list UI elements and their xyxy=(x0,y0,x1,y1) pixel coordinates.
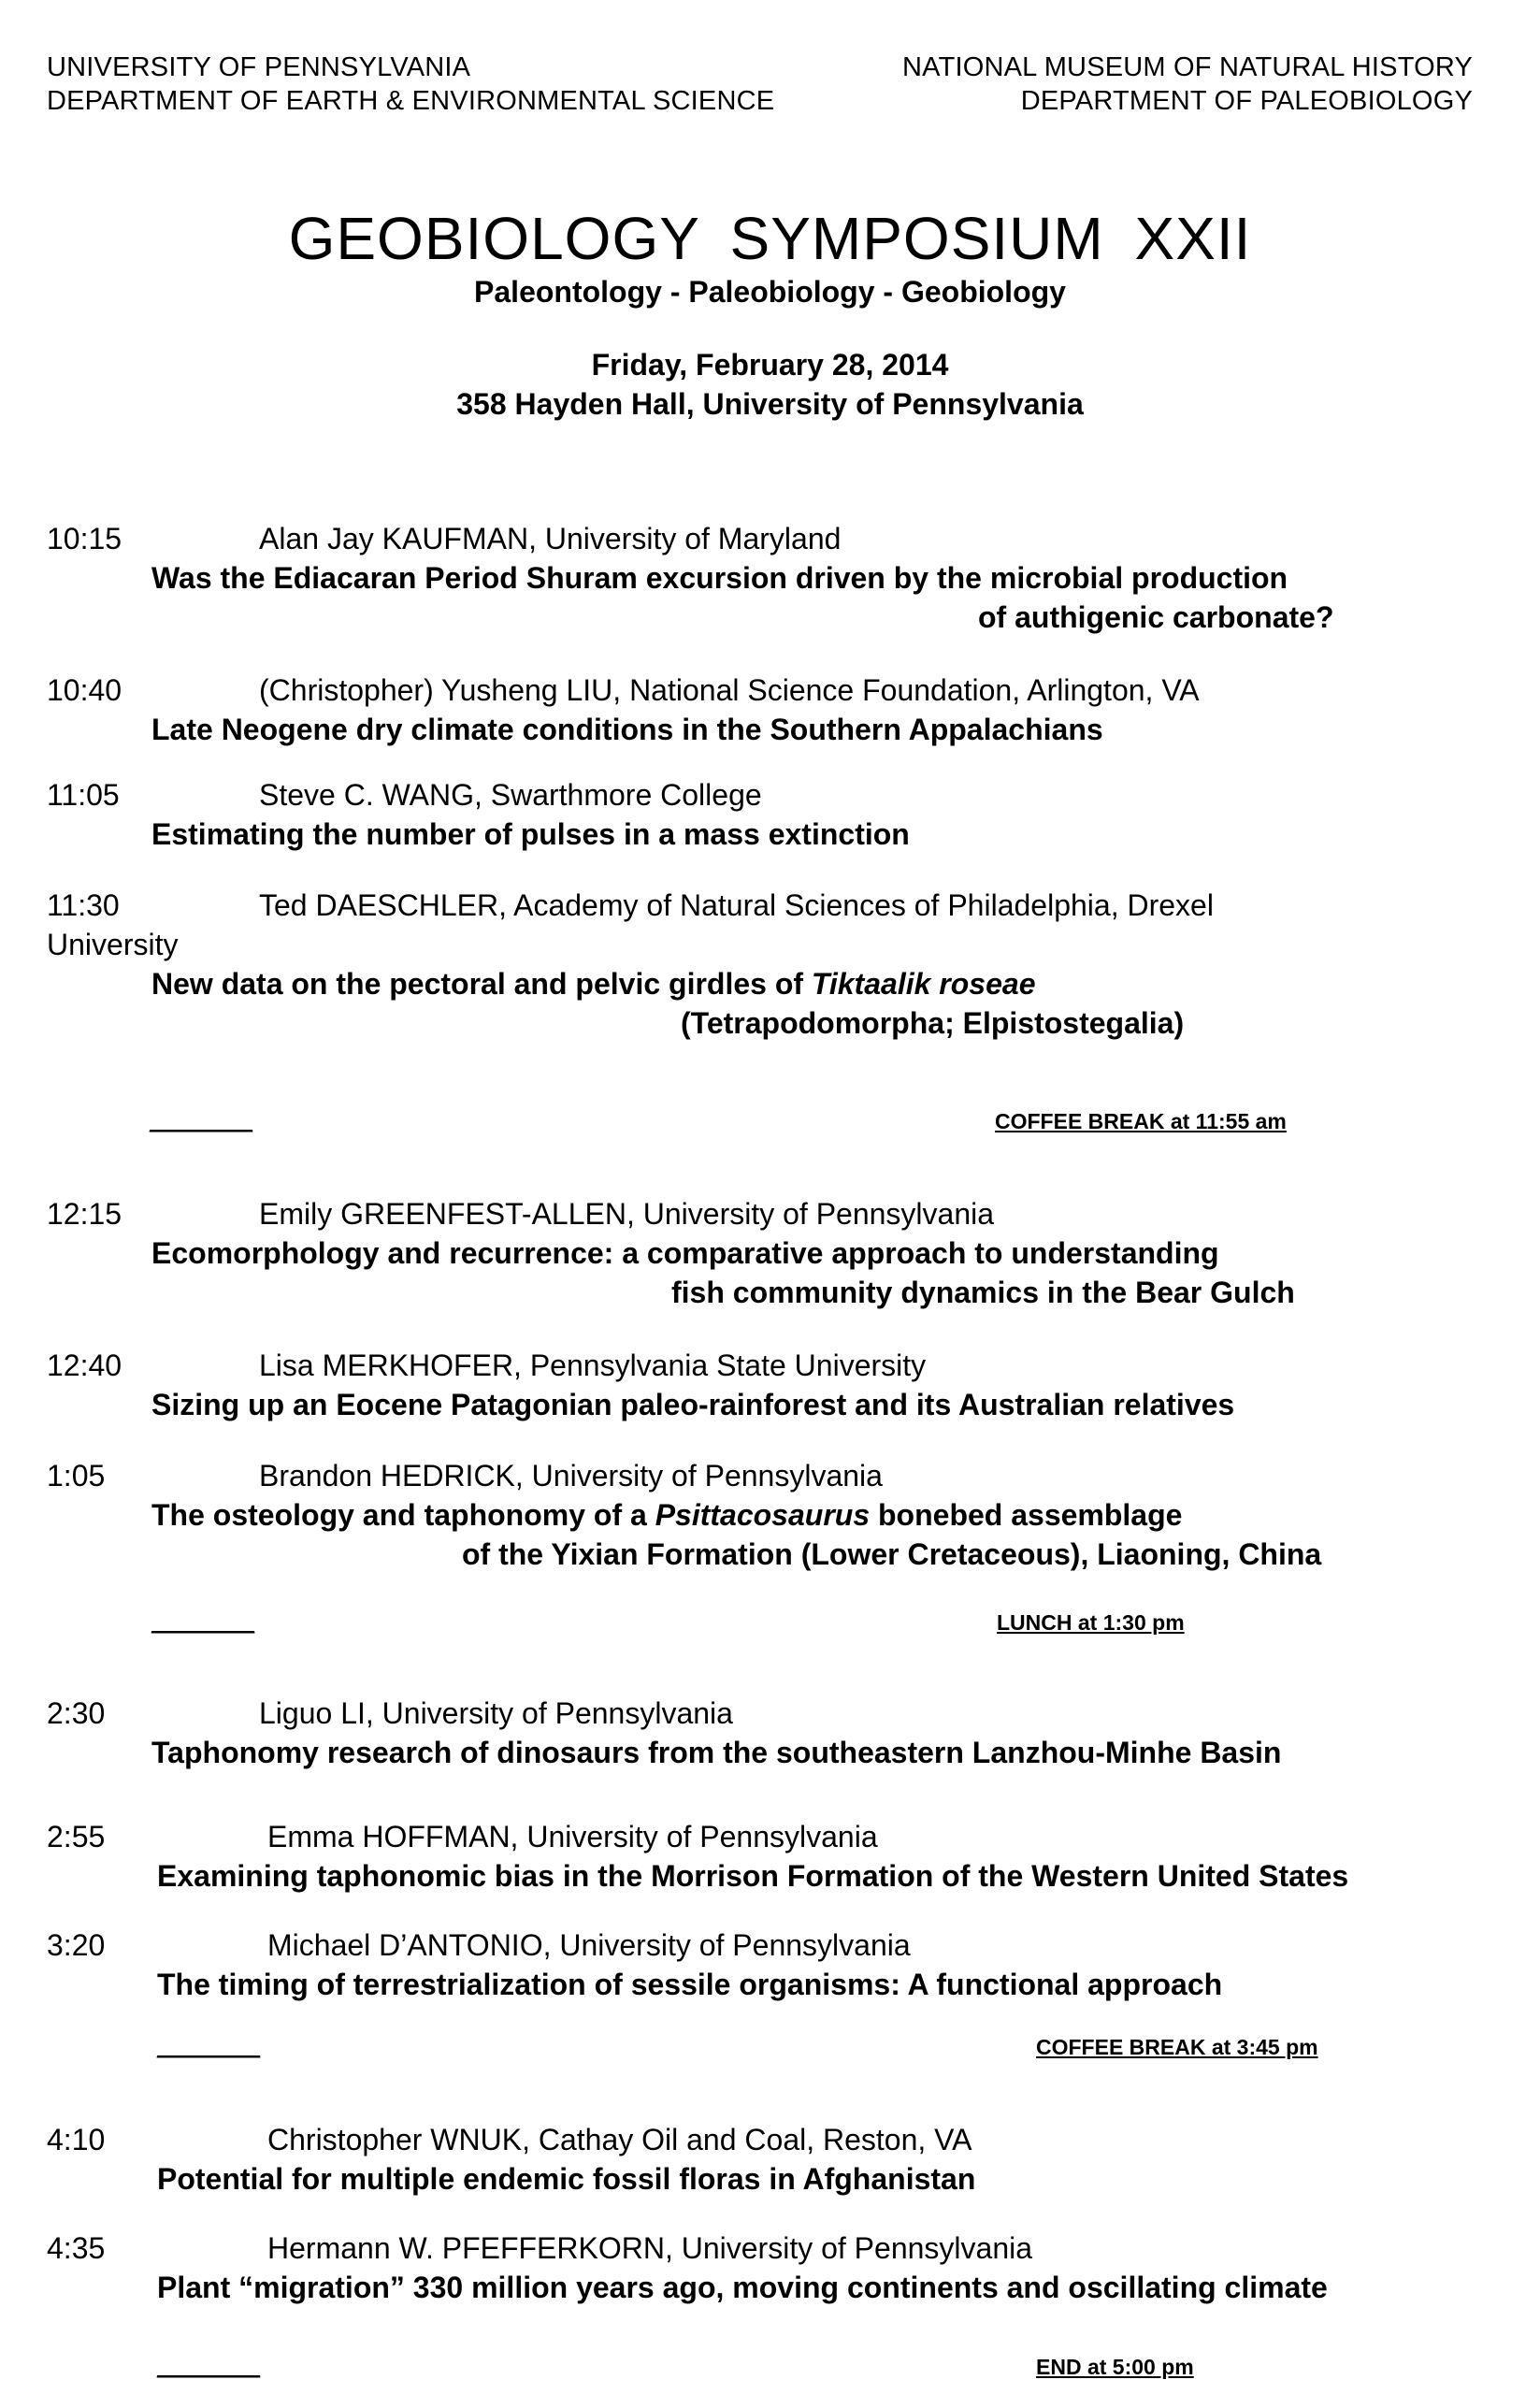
break-rule: _________ xyxy=(151,1610,255,1634)
talk-title xyxy=(151,1496,1182,1534)
event-title: GEOBIOLOGY SYMPOSIUM XXII xyxy=(288,205,1252,272)
talk-speaker: Emma HOFFMAN, University of Pennsylvania xyxy=(267,1820,878,1853)
talk-title: Potential for multiple endemic fossil floras in Afghanistan xyxy=(157,2162,976,2196)
talk-time: 10:40 xyxy=(47,673,122,707)
talk-title: Taphonomy research of dinosaurs from the southeastern Lanzhou-Minhe Basin xyxy=(151,1736,1282,1769)
talk-title-text: bonebed assemblage xyxy=(870,1498,1183,1532)
talk-title-cont: of the Yixian Formation (Lower Cretaceous), Liaoning, China xyxy=(462,1537,1322,1571)
talk-speaker-cont: University xyxy=(47,928,179,961)
coffee-break-label: COFFEE BREAK at 3:45 pm xyxy=(1036,2035,1318,2059)
talk-title: Examining taphonomic bias in the Morrison Formation of the Western United States xyxy=(157,1859,1349,1893)
talk-time: 3:20 xyxy=(47,1928,106,1962)
talk-title-text: The osteology and taphonomy of a xyxy=(151,1498,655,1532)
talk-title: The timing of terrestrialization of sessile organisms: A functional approach xyxy=(157,1968,1223,2001)
talk-time: 10:15 xyxy=(47,522,122,555)
talk-title: Estimating the number of pulses in a mass extinction xyxy=(151,817,910,851)
talk-time: 4:10 xyxy=(47,2123,106,2156)
end-label: END at 5:00 pm xyxy=(1036,2355,1194,2379)
header-left xyxy=(47,50,774,118)
talk-title xyxy=(151,965,1035,1002)
talk-title-cont: fish community dynamics in the Bear Gulch xyxy=(671,1276,1295,1309)
talk-speaker: Steve C. WANG, Swarthmore College xyxy=(259,778,762,812)
talk-title-cont: of authigenic carbonate? xyxy=(978,600,1334,634)
university-name: UNIVERSITY OF PENNSYLVANIA xyxy=(47,52,471,82)
talk-speaker: Brandon HEDRICK, University of Pennsylvania xyxy=(259,1459,883,1493)
talk-time: 2:30 xyxy=(47,1696,106,1730)
break-rule: _________ xyxy=(157,2355,261,2378)
taxon-name: Psittacosaurus xyxy=(655,1498,871,1532)
talk-title: Late Neogene dry climate conditions in the Southern Appalachians xyxy=(151,713,1103,746)
talk-speaker: (Christopher) Yusheng LIU, National Science Foundation, Arlington, VA xyxy=(259,673,1200,707)
talk-speaker: Alan Jay KAUFMAN, University of Maryland xyxy=(259,522,842,555)
talk-speaker: Lisa MERKHOFER, Pennsylvania State University xyxy=(259,1348,927,1382)
event-date: Friday, February 28, 2014 xyxy=(591,348,949,382)
event-subtitle: Paleontology - Paleobiology - Geobiology xyxy=(474,275,1066,309)
talk-time: 4:35 xyxy=(47,2231,106,2265)
talk-time: 12:15 xyxy=(47,1197,122,1231)
talk-speaker: Michael D’ANTONIO, University of Pennsylvania xyxy=(267,1928,911,1962)
talk-time: 11:30 xyxy=(47,888,120,922)
coffee-break-label: COFFEE BREAK at 11:55 am xyxy=(995,1109,1287,1133)
talk-title: Was the Ediacaran Period Shuram excursion driven by the microbial production xyxy=(151,561,1288,595)
talk-time: 11:05 xyxy=(47,778,120,812)
department-name-left: DEPARTMENT OF EARTH & ENVIRONMENTAL SCIENCE xyxy=(47,86,775,116)
talk-time: 1:05 xyxy=(47,1459,106,1493)
talk-time: 2:55 xyxy=(47,1820,106,1853)
lunch-label: LUNCH at 1:30 pm xyxy=(997,1610,1185,1635)
department-name-right: DEPARTMENT OF PALEOBIOLOGY xyxy=(1020,86,1473,116)
talk-title-cont: (Tetrapodomorpha; Elpistostegalia) xyxy=(681,1006,1185,1040)
talk-speaker: Liguo LI, University of Pennsylvania xyxy=(259,1696,733,1730)
talk-title: Sizing up an Eocene Patagonian paleo-rainforest and its Australian relatives xyxy=(151,1388,1235,1421)
break-rule: _________ xyxy=(150,1109,253,1132)
break-rule: _________ xyxy=(157,2035,261,2058)
talk-title: Ecomorphology and recurrence: a comparative approach to understanding xyxy=(151,1236,1219,1270)
talk-speaker: Emily GREENFEST-ALLEN, University of Pennsylvania xyxy=(259,1197,995,1231)
talk-speaker: Ted DAESCHLER, Academy of Natural Sciences of Philadelphia, Drexel xyxy=(259,888,1214,922)
taxon-name: Tiktaalik roseae xyxy=(811,967,1036,1001)
talk-speaker: Hermann W. PFEFFERKORN, University of Pennsylvania xyxy=(267,2231,1033,2265)
talk-time: 12:40 xyxy=(47,1348,122,1382)
talk-title-text: New data on the pectoral and pelvic girdles of xyxy=(151,967,812,1001)
talk-speaker: Christopher WNUK, Cathay Oil and Coal, Reston, VA xyxy=(267,2123,972,2156)
header-right xyxy=(902,50,1473,118)
museum-name: NATIONAL MUSEUM OF NATURAL HISTORY xyxy=(902,52,1473,82)
talk-title: Plant “migration” 330 million years ago, moving continents and oscillating climate xyxy=(157,2271,1328,2304)
event-location: 358 Hayden Hall, University of Pennsylvania xyxy=(456,387,1084,421)
